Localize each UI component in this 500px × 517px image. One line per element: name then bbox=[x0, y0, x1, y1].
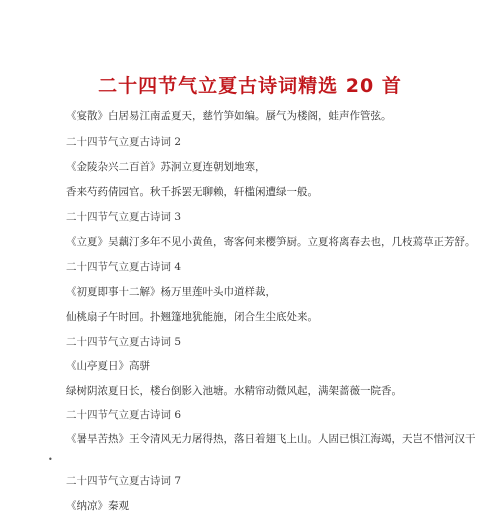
poem-line: 《金陵杂兴二百首》苏泂立夏连朝划地寒， bbox=[66, 161, 266, 173]
poem-line: 《山亭夏日》高骈 bbox=[66, 360, 150, 372]
section-heading: 二十四节气立夏古诗词 2 bbox=[66, 136, 182, 148]
poem-line: 绿树阴浓夏日长，楼台倒影入池塘。水精帘动微风起，满架蔷薇一院香。 bbox=[66, 385, 402, 397]
poem-line: 《宴散》白居易江南孟夏天，慈竹笋如编。蜃气为楼阁，蛙声作管弦。 bbox=[66, 110, 392, 122]
poem-line: 仙桃扇子午时回。扑翘篷地犹能施，闭合生尘底处来。 bbox=[66, 311, 318, 323]
section-heading: 二十四节气立夏古诗词 4 bbox=[66, 261, 182, 273]
poem-line: 《立夏》吴藕汀多年不见小黄鱼，寄客何来樱笋厨。立夏将离春去也，几枝蔫草正芳舒。 bbox=[66, 236, 476, 248]
poem-line: 《纳凉》秦观 bbox=[66, 500, 129, 512]
section-heading: 二十四节气立夏古诗词 7 bbox=[66, 475, 182, 487]
section-heading: 二十四节气立夏古诗词 3 bbox=[66, 211, 182, 223]
section-heading: 二十四节气立夏古诗词 6 bbox=[66, 409, 182, 421]
poem-line: 香来芍药倩园官。秋千拆罢无聊赖，轩槛闲遭绿一般。 bbox=[66, 186, 318, 198]
bullet-marker: • bbox=[48, 455, 53, 464]
poem-line: 《初夏即事十二解》杨万里莲叶头巾道样裁， bbox=[66, 286, 276, 298]
page-title: 二十四节气立夏古诗词精选 20 首 bbox=[98, 75, 402, 97]
poem-line: 《暑旱苦热》王令清风无力屠得热，落日着翅飞上山。人固已惧江海竭，天岂不惜河汉干 bbox=[66, 433, 476, 445]
section-heading: 二十四节气立夏古诗词 5 bbox=[66, 336, 182, 348]
